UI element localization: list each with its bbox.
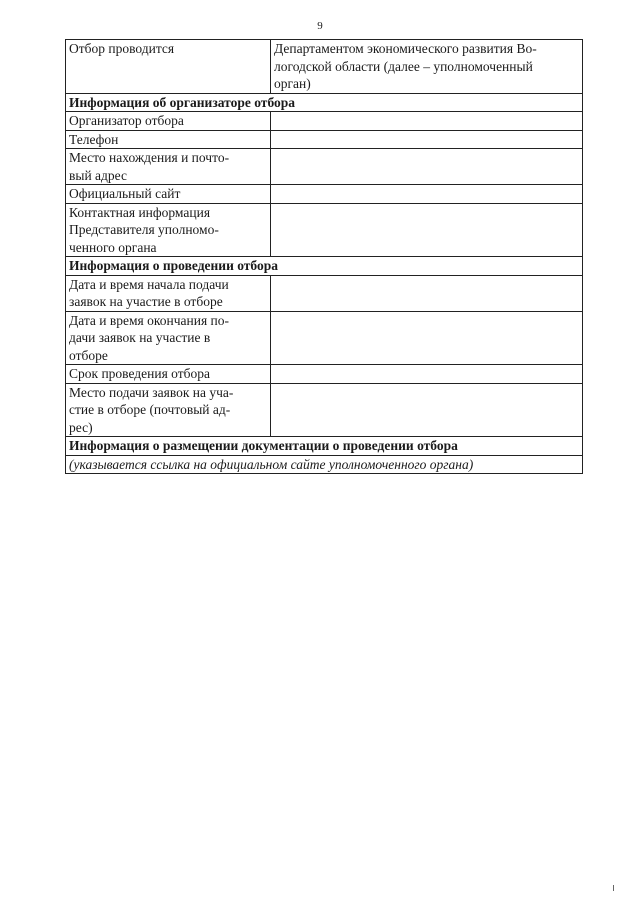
row-value-end-date bbox=[271, 311, 583, 365]
table-row bbox=[66, 311, 583, 365]
row-label-submission-place: Место подачи заявок на уча- стие в отборе (почтовый ад- рес) bbox=[66, 383, 271, 437]
row-value-submission-place bbox=[271, 383, 583, 437]
row-label-organizer: Организатор отбора bbox=[66, 112, 271, 131]
row-label-website: Официальный сайт bbox=[66, 185, 271, 204]
page-number: 9 bbox=[317, 20, 323, 32]
table-row bbox=[66, 203, 583, 257]
row-label-end-date: Дата и время окончания по- дачи заявок на участие в отборе bbox=[66, 311, 271, 365]
row-label-conducted-by: Отбор проводится bbox=[66, 40, 271, 94]
section-title: Информация о проведении отбора bbox=[66, 257, 583, 276]
table-row bbox=[66, 149, 583, 185]
selection-info-table bbox=[65, 39, 583, 474]
row-value-organizer bbox=[271, 112, 583, 131]
scan-margin-mark bbox=[613, 885, 614, 891]
table-row bbox=[66, 455, 583, 474]
section-header-documentation bbox=[66, 437, 583, 456]
table-row bbox=[66, 365, 583, 384]
row-value-contact bbox=[271, 203, 583, 257]
row-label-address: Место нахождения и почто- вый адрес bbox=[66, 149, 271, 185]
row-label-phone: Телефон bbox=[66, 130, 271, 149]
section-header-organizer bbox=[66, 93, 583, 112]
documentation-link-note: (указывается ссылка на официальном сайте уполномоченного органа) bbox=[66, 455, 583, 474]
section-title: Информация об организаторе отбора bbox=[66, 93, 583, 112]
table-row bbox=[66, 112, 583, 131]
row-value-start-date bbox=[271, 275, 583, 311]
table-row bbox=[66, 383, 583, 437]
section-header-conduct bbox=[66, 257, 583, 276]
table-row bbox=[66, 40, 583, 94]
section-title: Информация о размещении документации о проведении отбора bbox=[66, 437, 583, 456]
table-row bbox=[66, 130, 583, 149]
table-row bbox=[66, 185, 583, 204]
row-value-duration bbox=[271, 365, 583, 384]
row-label-contact: Контактная информация Представителя уполномо- ченного органа bbox=[66, 203, 271, 257]
row-label-duration: Срок проведения отбора bbox=[66, 365, 271, 384]
row-label-start-date: Дата и время начала подачи заявок на участие в отборе bbox=[66, 275, 271, 311]
row-value-address bbox=[271, 149, 583, 185]
table-row bbox=[66, 275, 583, 311]
row-value-website bbox=[271, 185, 583, 204]
row-value-phone bbox=[271, 130, 583, 149]
row-value-conducted-by: Департаментом экономического развития Во- логодской области (далее – уполномоченный орган) bbox=[271, 40, 583, 94]
